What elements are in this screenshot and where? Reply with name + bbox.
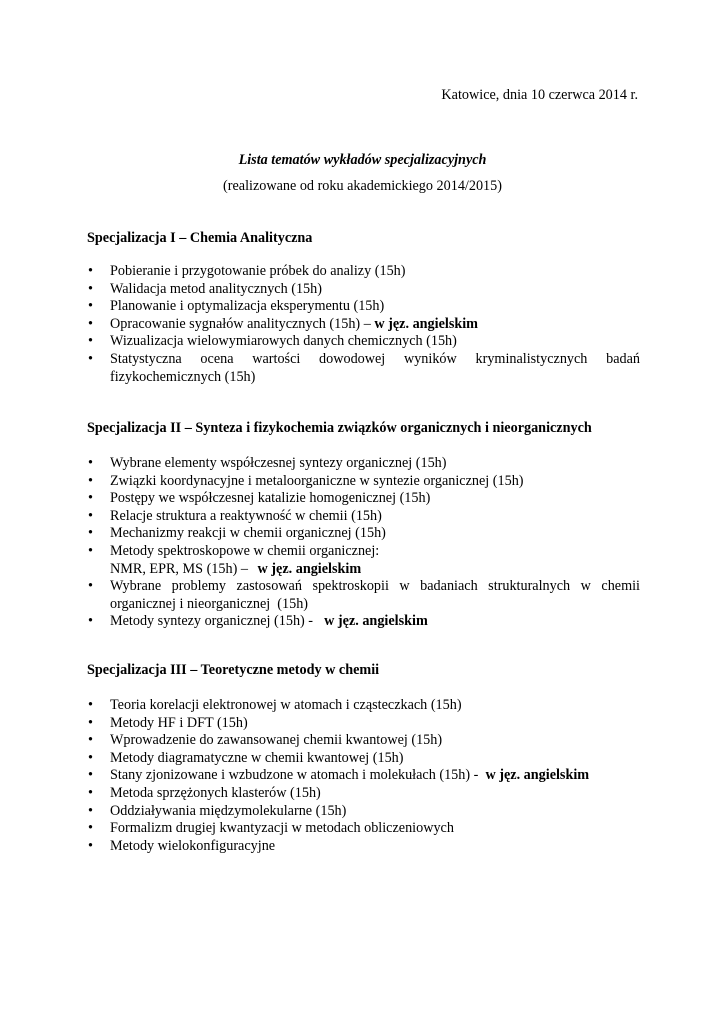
list-item: • Walidacja metod analitycznych (15h) [88, 280, 322, 297]
english-language-note: w jęz. angielskim [324, 613, 428, 630]
bullet-icon: • [88, 767, 93, 784]
english-language-note: w jęz. angielskim [374, 315, 478, 332]
list-item: • Relacje struktura a reaktywność w chemii (15h) [88, 507, 382, 524]
section-heading-2: Specjalizacja II – Synteza i fizykochemia związków organicznych i nieorganicznych [87, 420, 592, 436]
list-item: • Metody syntezy organicznej (15h) - w jęz. angielskim [88, 613, 428, 630]
list-item: • Pobieranie i przygotowanie próbek do analizy (15h) [88, 263, 406, 279]
bullet-icon: • [88, 490, 93, 507]
list-item: • Oddziaływania międzymolekularne (15h) [88, 802, 347, 819]
list-item: • Metody diagramatyczne w chemii kwantowej (15h) [88, 749, 404, 766]
list-item: • Wybrane problemy zastosowań spektroskopii w badaniach strukturalnych w chemii organicznej i nieorganicznej (15h) [88, 578, 644, 612]
bullet-icon: • [88, 837, 93, 854]
section-list-3 [87, 697, 640, 855]
list-item: • Wprowadzenie do zawansowanej chemii kwantowej (15h) [88, 732, 443, 749]
english-language-note: w jęz. angielskim [485, 767, 590, 784]
section-heading-3: Specjalizacja III – Teoretyczne metody w chemii [87, 662, 380, 678]
bullet-icon: • [88, 697, 93, 713]
bullet-icon: • [88, 802, 93, 819]
bullet-icon: • [88, 350, 93, 367]
bullet-icon: • [88, 315, 93, 332]
list-item: • Teoria korelacji elektronowej w atomach i cząsteczkach (15h) [88, 697, 462, 713]
list-item: • Postępy we współczesnej katalizie homogenicznej (15h) [88, 490, 431, 507]
bullet-icon: • [88, 472, 93, 489]
bullet-icon: • [88, 578, 93, 595]
bullet-icon: • [88, 820, 93, 837]
list-item: • Metody HF i DFT (15h) [88, 714, 248, 731]
list-item: • Planowanie i optymalizacja eksperymentu (15h) [88, 298, 385, 315]
list-item: • Związki koordynacyjne i metaloorganiczne w syntezie organicznej (15h) [88, 472, 524, 489]
bullet-icon: • [88, 542, 93, 559]
list-item: • Wybrane elementy współczesnej syntezy organicznej (15h) [88, 455, 447, 471]
bullet-icon: • [88, 298, 93, 315]
list-item: • Mechanizmy reakcji w chemii organicznej (15h) [88, 525, 386, 542]
section-list-2 [87, 455, 644, 631]
list-item: • Stany zjonizowane i wzbudzone w atomach i molekułach (15h) - w jęz. angielskim [88, 767, 590, 784]
bullet-icon: • [88, 714, 93, 731]
bullet-icon: • [88, 263, 93, 279]
bullet-icon: • [88, 613, 93, 630]
bullet-icon: • [88, 507, 93, 524]
document-title: Lista tematów wykładów specjalizacyjnych [238, 152, 487, 168]
bullet-icon: • [88, 455, 93, 471]
bullet-icon: • [88, 333, 93, 350]
list-item: • Statystyczna ocena wartości dowodowej wyników kryminalistycznych badań fizykochemicznych (15h) [88, 350, 640, 385]
bullet-icon: • [88, 749, 93, 766]
document-date: Katowice, dnia 10 czerwca 2014 r. [441, 87, 638, 103]
list-item: • Metody wielokonfiguracyjne [88, 837, 276, 854]
document-subtitle: (realizowane od roku akademickiego 2014/2015) [223, 178, 502, 194]
section-list-1 [87, 263, 640, 386]
section-heading-1: Specjalizacja I – Chemia Analityczna [87, 230, 313, 246]
list-item: • Metoda sprzężonych klasterów (15h) [88, 784, 321, 801]
english-language-note: w jęz. angielskim [257, 560, 362, 577]
list-item: • Opracowanie sygnałów analitycznych (15h) – w jęz. angielskim [88, 315, 478, 332]
list-item: • Metody spektroskopowe w chemii organicznej: NMR, EPR, MS (15h) – w jęz. angielskim [88, 542, 380, 577]
bullet-icon: • [88, 732, 93, 749]
bullet-icon: • [88, 784, 93, 801]
bullet-icon: • [88, 280, 93, 297]
list-item: • Wizualizacja wielowymiarowych danych chemicznych (15h) [88, 333, 457, 350]
bullet-icon: • [88, 525, 93, 542]
list-item: • Formalizm drugiej kwantyzacji w metodach obliczeniowych [88, 820, 454, 837]
